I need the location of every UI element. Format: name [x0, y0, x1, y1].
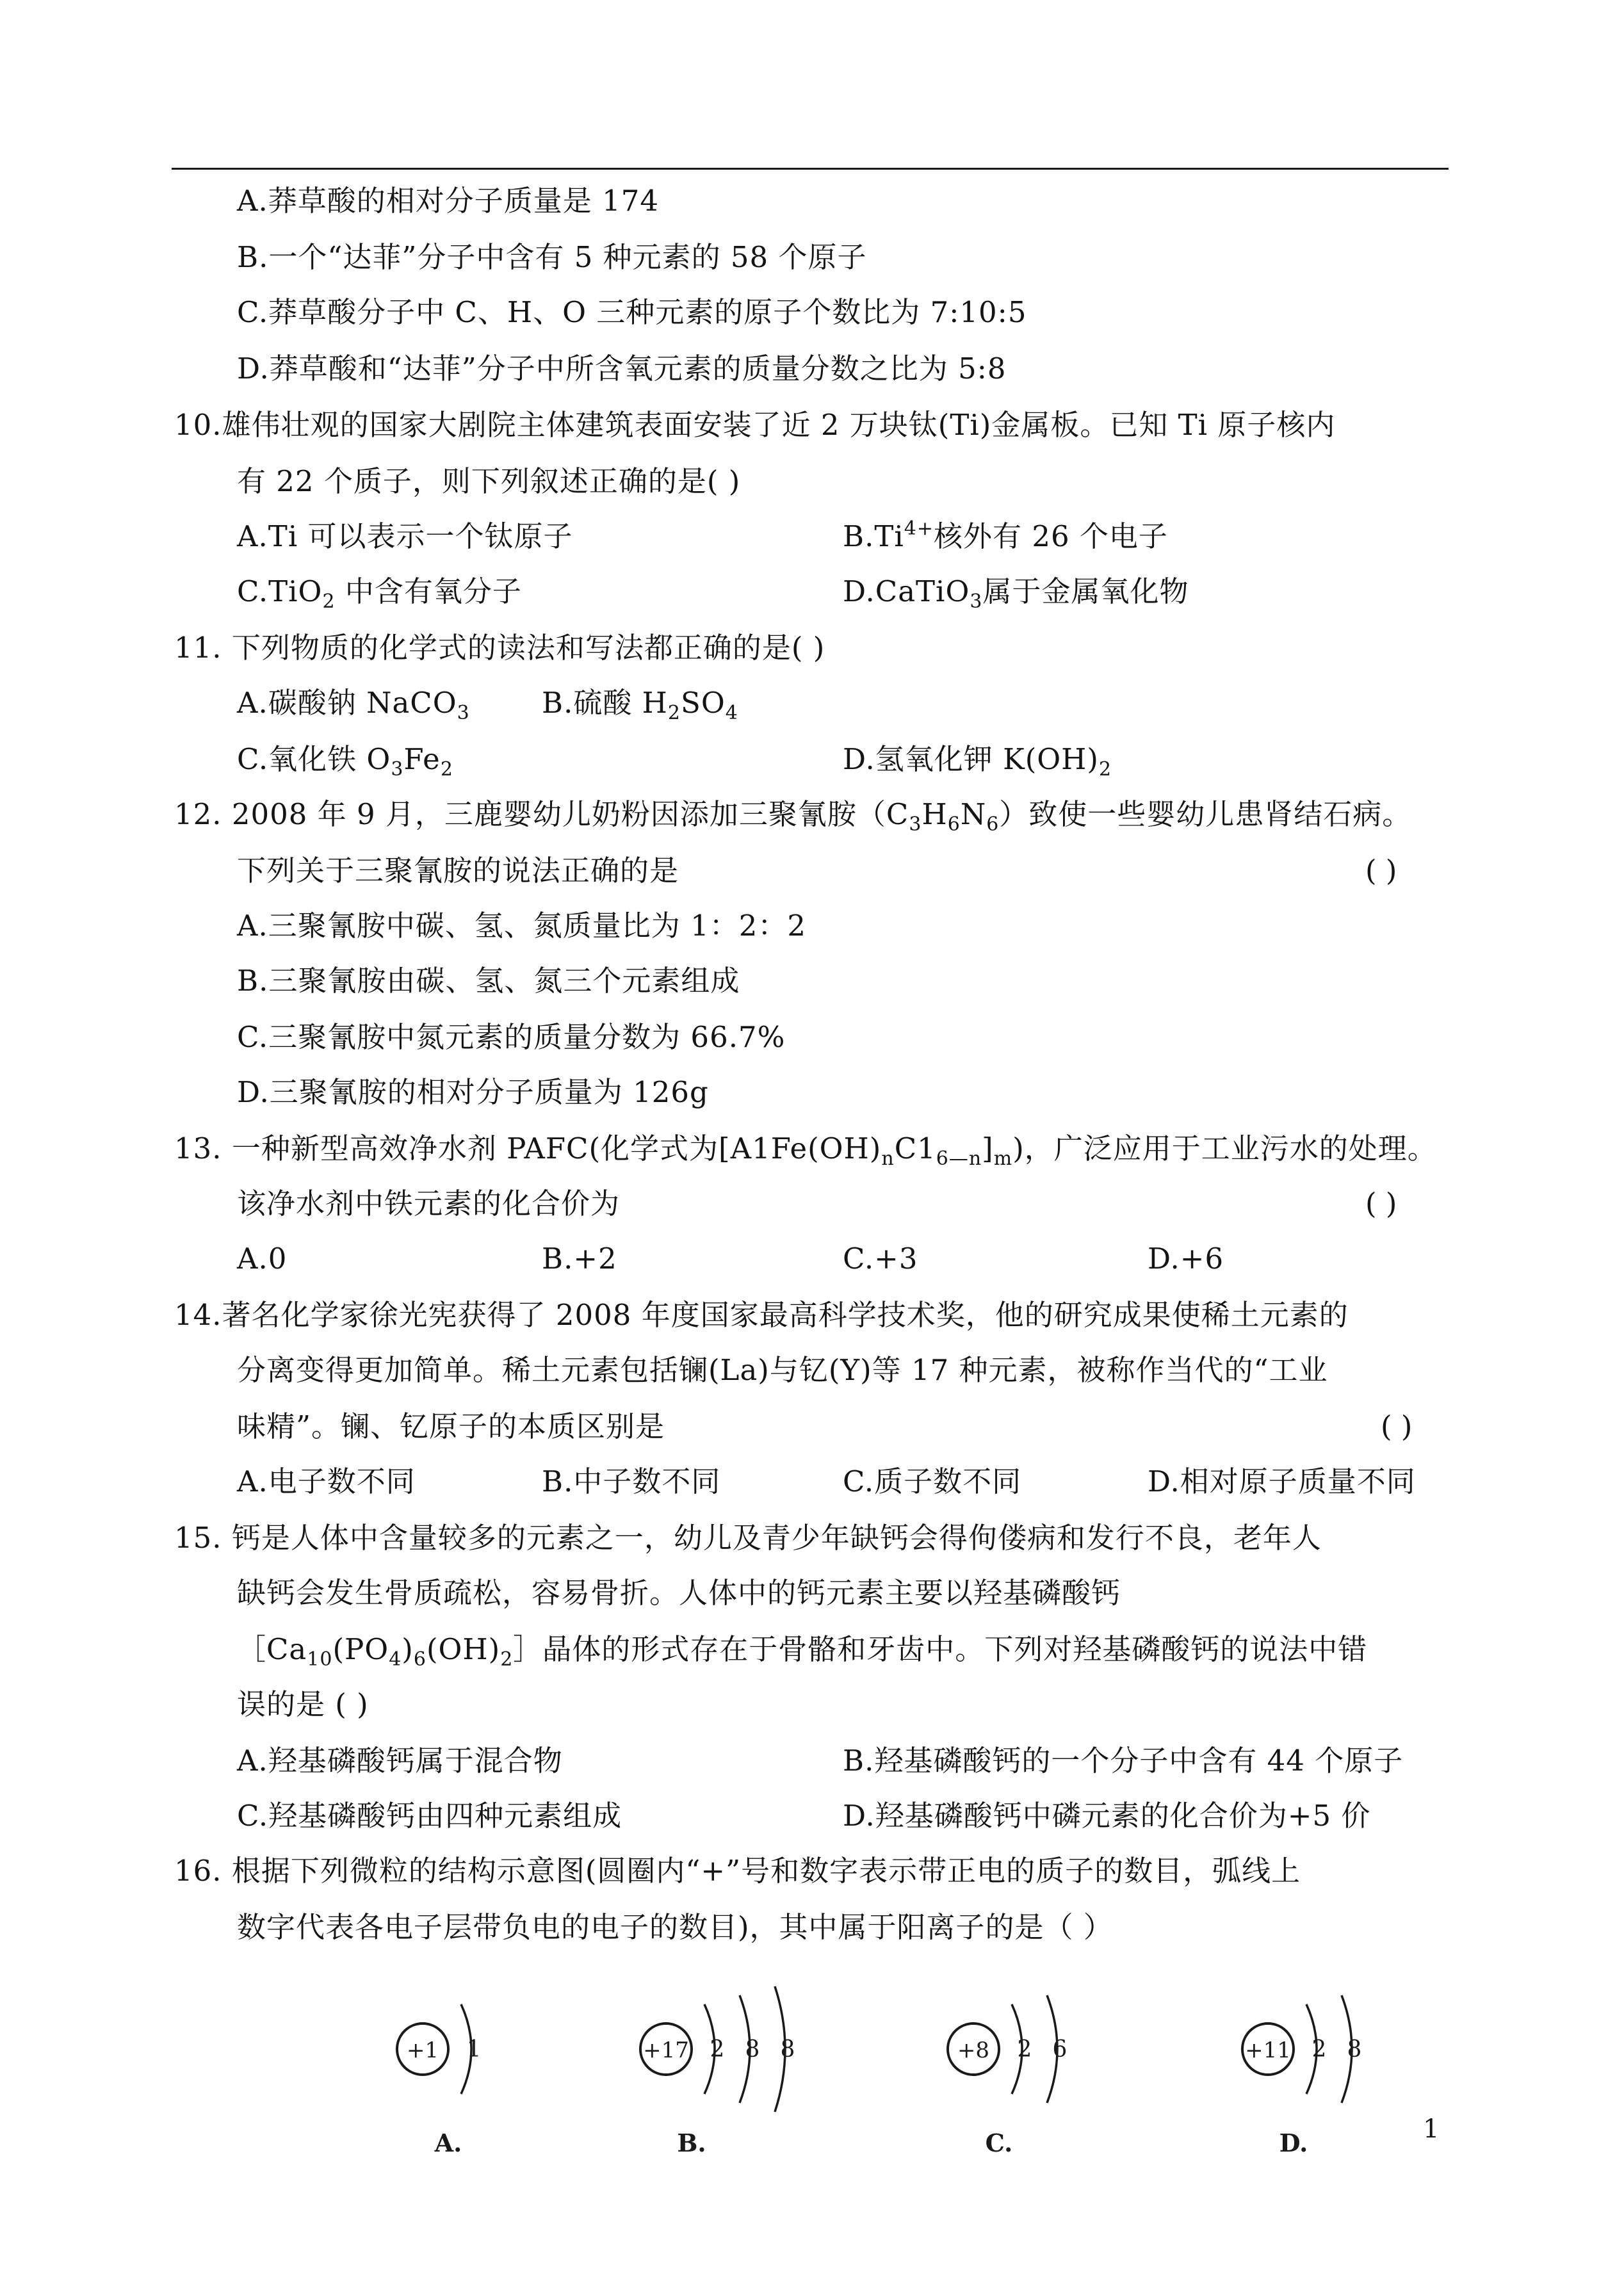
q11-option-a: A.碳酸钠 NaCO$_3$: [237, 686, 470, 724]
atomic-structure-diagrams: [359, 1972, 1486, 2164]
q9-option-b: B.一个“达菲”分子中含有 5 种元素的 58 个原子: [237, 240, 867, 274]
q14-option-a: A.电子数不同: [237, 1464, 416, 1498]
q14-answer-blank: ( ): [1381, 1409, 1413, 1443]
q14-stem-line1: 14.著名化学家徐光宪获得了 2008 年度国家最高科学技术奖，他的研究成果使稀土元素的: [174, 1298, 1349, 1332]
q12-option-d: D.三聚氰胺的相对分子质量为 126g: [237, 1075, 709, 1109]
q10-option-c: C.TiO$_2$ 中含有氧分子: [237, 574, 522, 613]
q15-stem-line2: 缺钙会发生骨质疏松，容易骨折。人体中的钙元素主要以羟基磷酸钙: [237, 1576, 1121, 1610]
q15-stem-line3: $[Ca_{10}(PO_4)_6(OH)_2]$晶体的形式存在于骨骼和牙齿中。下列对羟基磷酸钙的说法中错: [237, 1632, 1368, 1671]
atom-diagram-2: [640, 1986, 795, 2157]
header-rule: [172, 168, 1449, 170]
q13-option-c: C.+3: [843, 1242, 918, 1276]
q12-answer-blank: ( ): [1365, 854, 1397, 888]
q12-option-b: B.三聚氰胺由碳、氢、氮三个元素组成: [237, 964, 740, 998]
q13-answer-blank: ( ): [1365, 1187, 1397, 1220]
q16-stem-line1: 16. 根据下列微粒的结构示意图(圆圈内“+”号和数字表示带正电的质子的数目，弧线上: [174, 1854, 1301, 1888]
q13-option-b: B.+2: [542, 1242, 617, 1276]
diagram-label: B.: [677, 2129, 706, 2157]
nucleus-label: +17: [643, 2038, 689, 2063]
shell-electron-count: 8: [745, 2036, 760, 2063]
q14-stem-line3: 味精”。镧、钇原子的本质区别是: [237, 1409, 665, 1443]
atom-diagram-4: [1242, 1995, 1361, 2157]
q14-stem-line2: 分离变得更加简单。稀土元素包括镧(La)与钇(Y)等 17 种元素，被称作当代的“工业: [237, 1353, 1328, 1387]
q15-option-c: C.羟基磷酸钙由四种元素组成: [237, 1799, 622, 1833]
q12-option-a: A.三聚氰胺中碳、氢、氮质量比为 1：2：2: [237, 909, 806, 943]
q13-stem-line2: 该净水剂中铁元素的化合价为: [237, 1187, 621, 1220]
diagrams-svg: [359, 1972, 1486, 2164]
q10-option-b: $B.Ti^{4+}$核外有 26 个电子: [843, 517, 1168, 553]
q11-option-c: C.氧化铁 $O_3Fe_2$: [237, 742, 453, 781]
shell-electron-count: 2: [1017, 2036, 1032, 2063]
q11-option-d: D.氢氧化钾 $K(OH)_2$: [843, 742, 1112, 781]
q9-option-a: A.莽草酸的相对分子质量是 174: [237, 184, 659, 218]
q10-stem-line2: 有 22 个质子，则下列叙述正确的是( ): [237, 464, 741, 498]
q9-option-d: D.莽草酸和“达菲”分子中所含氧元素的质量分数之比为 5:8: [237, 352, 1007, 385]
q11-stem: 11. 下列物质的化学式的读法和写法都正确的是( ): [174, 631, 825, 665]
atom-diagram-1: [397, 2004, 481, 2157]
q15-option-b: B.羟基磷酸钙的一个分子中含有 44 个原子: [843, 1744, 1404, 1778]
q9-option-c: C.莽草酸分子中 C、H、O 三种元素的原子个数比为 7:10:5: [237, 295, 1027, 329]
q16-stem-line2: 数字代表各电子层带负电的电子的数目)，其中属于阳离子的是（ ）: [237, 1910, 1113, 1944]
page-number: 1: [1423, 2114, 1440, 2144]
shell-electron-count: 6: [1052, 2036, 1068, 2063]
diagram-label: D.: [1279, 2129, 1308, 2157]
q15-stem-line1: 15. 钙是人体中含量较多的元素之一，幼儿及青少年缺钙会得佝偻病和发行不良，老年人: [174, 1521, 1322, 1555]
q14-option-c: C.质子数不同: [843, 1464, 1022, 1498]
q12-stem-line1: 12. 2008 年 9 月，三鹿婴幼儿奶粉因添加三聚氰胺$(C_3H_6N_6)$致使一些婴幼儿患肾结石病。: [174, 797, 1412, 836]
nucleus-label: +11: [1245, 2038, 1291, 2063]
q10-option-d: D.CaTiO$_3$属于金属氧化物: [843, 574, 1189, 613]
q10-option-a: A.Ti 可以表示一个钛原子: [237, 519, 573, 553]
q12-stem-line2: 下列关于三聚氰胺的说法正确的是: [237, 854, 679, 888]
shell-electron-count: 2: [1311, 2036, 1327, 2063]
shell-electron-count: 8: [780, 2036, 795, 2063]
q11-option-b: B.硫酸 $H_2SO_4$: [542, 686, 738, 724]
diagram-label: A.: [434, 2129, 462, 2157]
q12-option-c: C.三聚氰胺中氮元素的质量分数为 66.7%: [237, 1020, 786, 1054]
q10-stem-line1: 10.雄伟壮观的国家大剧院主体建筑表面安装了近 2 万块钛(Ti)金属板。已知 Ti 原子核内: [174, 408, 1336, 442]
shell-electron-count: 1: [466, 2036, 482, 2063]
q14-option-b: B.中子数不同: [542, 1464, 721, 1498]
diagram-label: C.: [985, 2129, 1013, 2157]
q15-stem-line4: 误的是 ( ): [237, 1687, 369, 1721]
q15-option-d: D.羟基磷酸钙中磷元素的化合价为+5 价: [843, 1799, 1371, 1833]
shell-electron-count: 8: [1347, 2036, 1362, 2063]
q13-option-a: A.0: [237, 1242, 288, 1276]
q13-stem-line1: 13. 一种新型高效净水剂 PAFC(化学式为$[A1Fe(OH)_nC1_{6—n}]_m$)，广泛应用于工业污水的处理。: [174, 1131, 1437, 1170]
q14-option-d: D.相对原子质量不同: [1148, 1464, 1416, 1498]
q15-option-a: A.羟基磷酸钙属于混合物: [237, 1744, 563, 1778]
q13-option-d: D.+6: [1148, 1242, 1224, 1276]
nucleus-label: +1: [406, 2038, 439, 2063]
nucleus-label: +8: [957, 2038, 990, 2063]
shell-electron-count: 2: [710, 2036, 725, 2063]
atom-diagram-3: [948, 1995, 1067, 2157]
